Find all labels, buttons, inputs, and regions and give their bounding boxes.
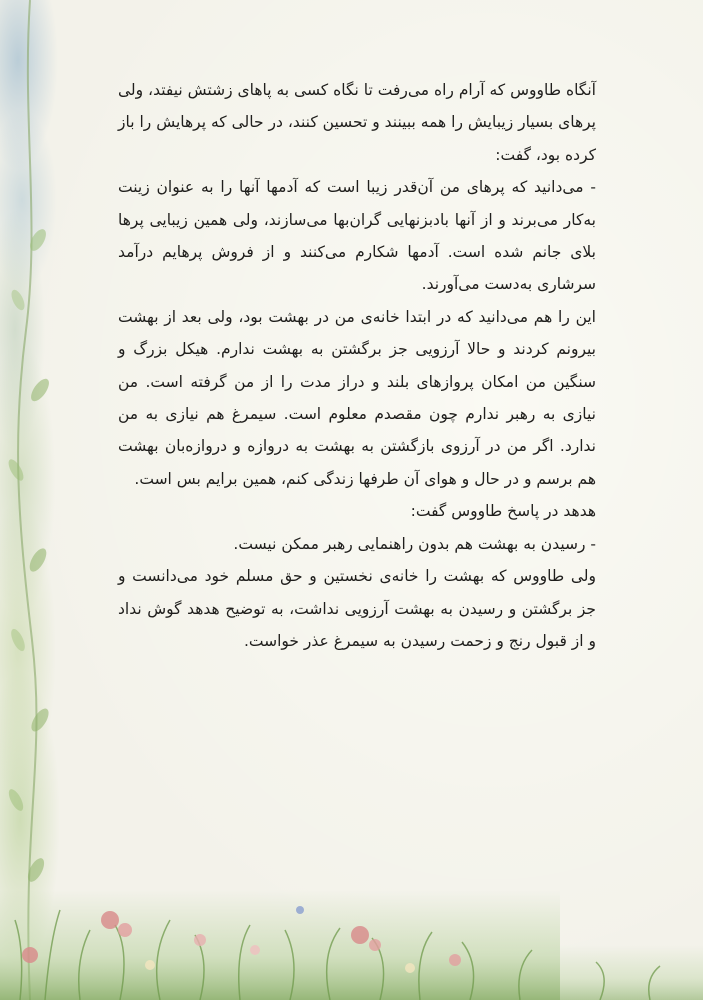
paragraph-4: هدهد در پاسخ طاووس گفت: bbox=[410, 502, 596, 521]
paragraph-6: ولی طاووس که بهشت را خانه‌ی نخستین و حق مسلم خود می‌دانست و جز برگشتن و رسیدن به بهشت آرزویی نداشت، به توضیح هدهد گوش نداد و از قبول رنج و زحمت رسیدن به سیمرغ عذر خواست. bbox=[118, 567, 596, 650]
paragraph-5: - رسیدن به بهشت هم بدون راهنمایی رهبر ممکن نیست. bbox=[233, 534, 596, 553]
story-text bbox=[118, 74, 596, 657]
paragraph-2: - می‌دانید که پرهای من آن‌قدر زیبا است که آدمها آنها را به عنوان زینت به‌کار می‌برند و از آنها بادبزنهایی گران‌بها می‌سازند، ولی همین زیبایی پرها بلای جانم شده است. آدمها شکارم می‌کنند و از فروش پرهایم درآمد سرشاری به‌دست می‌آورند. bbox=[118, 178, 596, 294]
paragraph-3: این را هم می‌دانید که در ابتدا خانه‌ی من در بهشت بود، ولی بعد از بهشت بیرونم کردند و حالا آرزویی جز برگشتن به بهشت ندارم. هیکل بزرگ و سنگین من امکان پروازهای بلند و دراز مدت را از من گرفته است. من نیازی به رهبر ندارم چون مقصدم معلوم است. سیمرغ هم نیازی به من ندارد. اگر من در آرزوی بازگشتن به بهشت به دروازه و دروازه‌بان بهشت هم برسم و در حال و هوای آن طرفها زندگی کنم، همین برایم بس است. bbox=[118, 307, 596, 488]
bottom-foliage-illustration bbox=[0, 850, 703, 1000]
paragraph-1: آنگاه طاووس که آرام راه می‌رفت تا نگاه کسی به پاهای زشتش نیفتد، ولی پرهای بسیار زیبایش را همه ببینند و تحسین کنند، در حالی که پرهایش را باز کرده بود، گفت: bbox=[118, 81, 596, 164]
